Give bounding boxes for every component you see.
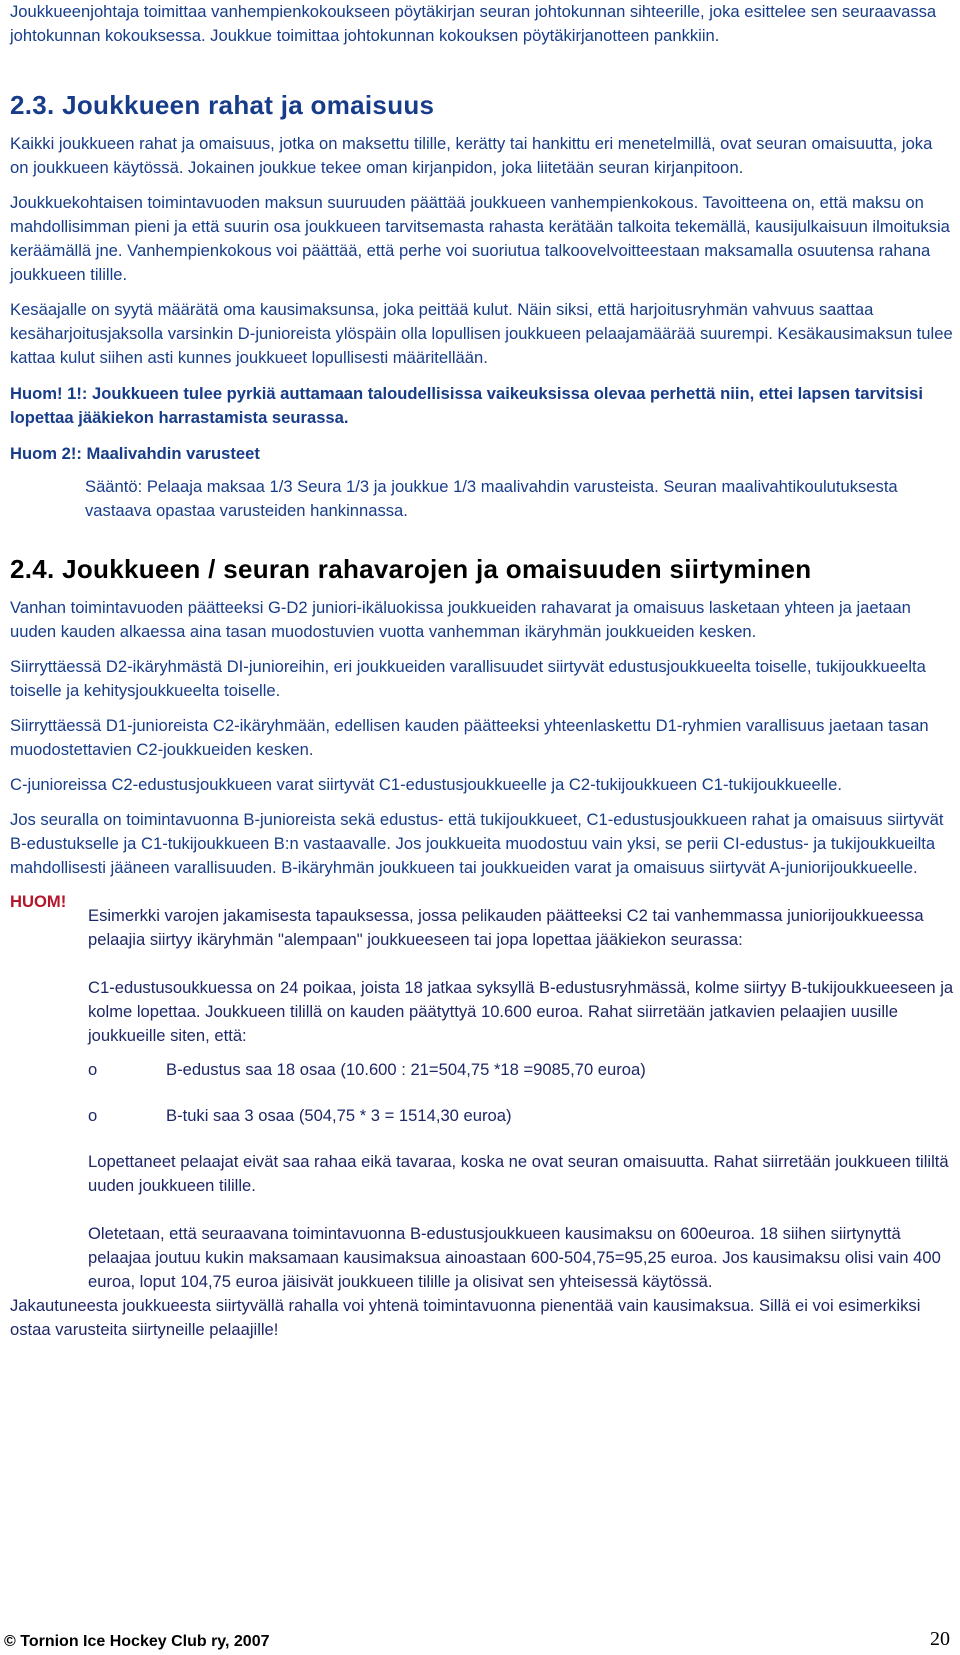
section-2-4-paragraph-1: Vanhan toimintavuoden päätteeksi G-D2 juniori-ikäluokissa joukkueiden rahavarat ja omaisuus lasketaan yhteen ja jaetaan uuden kauden alkaessa aina tasan muodostuvien vuotta vanhemman ikäryhmän joukkueiden kesken.: [10, 598, 911, 641]
list-item: [88, 1104, 955, 1128]
section-2-3-heading: 2.3. Joukkueen rahat ja omaisuus: [10, 90, 435, 120]
example-fee: Oletetaan, että seuraavana toimintavuonna B-edustusjoukkueen kausimaksu on 600euroa. 18 siihen siirtynyttä pelaajaa joutuu kukin maksamaan kausimaksua ainoastaan 600-504,75=95,25 euroa. Jos kausimaksu olisi vain 400 euroa, loput 104,75 euroa jäisivät joukkueen tilille ja olisivat sen yhteisessä käytössä.: [88, 1224, 941, 1291]
huom-2-note: Huom 2!: Maalivahdin varusteet: [10, 444, 260, 463]
bullet-marker: o: [88, 1060, 98, 1079]
intro-paragraph: Joukkueenjohtaja toimittaa vanhempienkokoukseen pöytäkirjan seuran johtokunnan sihteerille, joka esittelee sen seuraavassa johtokunnan kokouksessa. Joukkue toimittaa johtokunnan kokouksen pöytäkirjanotteen pankkiin.: [10, 2, 937, 45]
document-page: [10, 0, 955, 1342]
example-details: C1-edustusoukkuessa on 24 poikaa, joista 18 jatkaa syksyllä B-edustusryhmässä, kolme siirtyy B-tukijoukkueeseen ja kolme lopettaa. Joukkueen tilillä on kauden päätyttyä 10.600 euroa. Rahat siirretään jatkavien pelaajien uusille joukkueille siten, että:: [88, 978, 954, 1045]
example-leavers: Lopettaneet pelaajat eivät saa rahaa eikä tavaraa, koska ne ovat seuran omaisuutta. Rahat siirretään joukkueen tililtä uuden joukkueen tilille.: [88, 1152, 949, 1195]
huom-label: HUOM!: [10, 892, 67, 911]
section-2-3-paragraph-2: Joukkuekohtaisen toimintavuoden maksun suuruuden päättää joukkueen vanhempienkokous. Tavoitteena on, että maksu on mahdollisimman pieni ja että suurin osa joukkueen tarvitsemasta rahasta kerätään talkoita tekemällä, kausijulkaisuun ilmoituksia keräämällä jne. Vanhempienkokous voi päättää, että perhe voi suoriutua talkoovelvoitteestaan maksamalla osuutensa rahana joukkueen tilille.: [10, 193, 950, 284]
section-2-3-paragraph-1: Kaikki joukkueen rahat ja omaisuus, jotka on maksettu tilille, kerätty tai hankittu eri menetelmillä, ovat seuran omaisuutta, joka on joukkueen käytössä. Jokainen joukkue tekee oman kirjanpidon, joka liitetään seuran kirjanpitoon.: [10, 134, 933, 177]
goalie-equipment-rule: Sääntö: Pelaaja maksaa 1/3 Seura 1/3 ja joukkue 1/3 maalivahdin varusteista. Seuran maalivahtikoulutuksesta vastaava opastaa varusteiden hankinnassa.: [85, 477, 898, 520]
section-2-3-paragraph-3: Kesäajalle on syytä määrätä oma kausimaksunsa, joka peittää kulut. Näin siksi, että harjoitusryhmän vahvuus saattaa kesäharjoitusjaksolla varsinkin D-junioreista ylöspäin olla lopullisen joukkueen pelaajamäärää suurempi. Kesäkausimaksun tulee kattaa kulut siihen asti kunnes joukkueet lopullisesti määritellään.: [10, 300, 953, 367]
allocation-list: [88, 1058, 955, 1128]
page-number: 20: [930, 1628, 950, 1650]
huom-1-note: Huom! 1!: Joukkueen tulee pyrkiä auttamaan taloudellisissa vaikeuksissa olevaa perhettä niin, ettei lapsen tarvitsisi lopettaa jääkiekon harrastamista seurassa.: [10, 384, 923, 427]
example-block: [10, 904, 955, 1294]
section-2-4-paragraph-2: Siirryttäessä D2-ikäryhmästä DI-junioreihin, eri joukkueiden varallisuudet siirtyvät edustusjoukkueelta toiselle, tukijoukkueelta toiselle ja kehitysjoukkueelta toiselle.: [10, 657, 926, 700]
footer-copyright: © Tornion Ice Hockey Club ry, 2007: [4, 1633, 270, 1650]
section-2-4-heading: 2.4. Joukkueen / seuran rahavarojen ja omaisuuden siirtyminen: [10, 554, 812, 584]
section-2-4-paragraph-5: Jos seuralla on toimintavuonna B-junioreista sekä edustus- että tukijoukkueet, C1-edustusjoukkueen rahat ja omaisuus siirtyvät B-edustukselle ja C1-tukijoukkueen B:n vastaavalle. Jos joukkueita muodostuu vain yksi, se perii CI-edustus- ja tukijoukkueilta mahdollisesti jääneen varallisuuden. B-ikäryhmän joukkueen tai joukkueiden varat ja omaisuus siirtyvät A-juniorijoukkueelle.: [10, 810, 944, 877]
list-item-text: B-tuki saa 3 osaa (504,75 * 3 = 1514,30 euroa): [166, 1106, 512, 1125]
section-2-4-paragraph-3: Siirryttäessä D1-junioreista C2-ikäryhmään, edellisen kauden päätteeksi yhteenlaskettu D1-ryhmien varallisuus jaetaan tasan muodostettavien C2-joukkueiden kesken.: [10, 716, 929, 759]
list-item: [88, 1058, 955, 1082]
closing-paragraph: Jakautuneesta joukkueesta siirtyvällä rahalla voi yhtenä toimintavuonna pienentää vain kausimaksua. Sillä ei voi esimerkiksi ostaa varusteita siirtyneille pelaajille!: [10, 1296, 921, 1339]
bullet-marker: o: [88, 1106, 98, 1125]
example-intro: Esimerkki varojen jakamisesta tapauksessa, jossa pelikauden päätteeksi C2 tai vanhemmassa juniorijoukkueessa pelaajia siirtyy ikäryhmän "alempaan" joukkueeseen tai jopa lopettaa jääkiekon seurassa:: [88, 906, 924, 949]
list-item-text: B-edustus saa 18 osaa (10.600 : 21=504,75 *18 =9085,70 euroa): [166, 1060, 646, 1079]
section-2-4-paragraph-4: C-junioreissa C2-edustusjoukkueen varat siirtyvät C1-edustusjoukkueelle ja C2-tukijoukkueen C1-tukijoukkueelle.: [10, 775, 842, 794]
